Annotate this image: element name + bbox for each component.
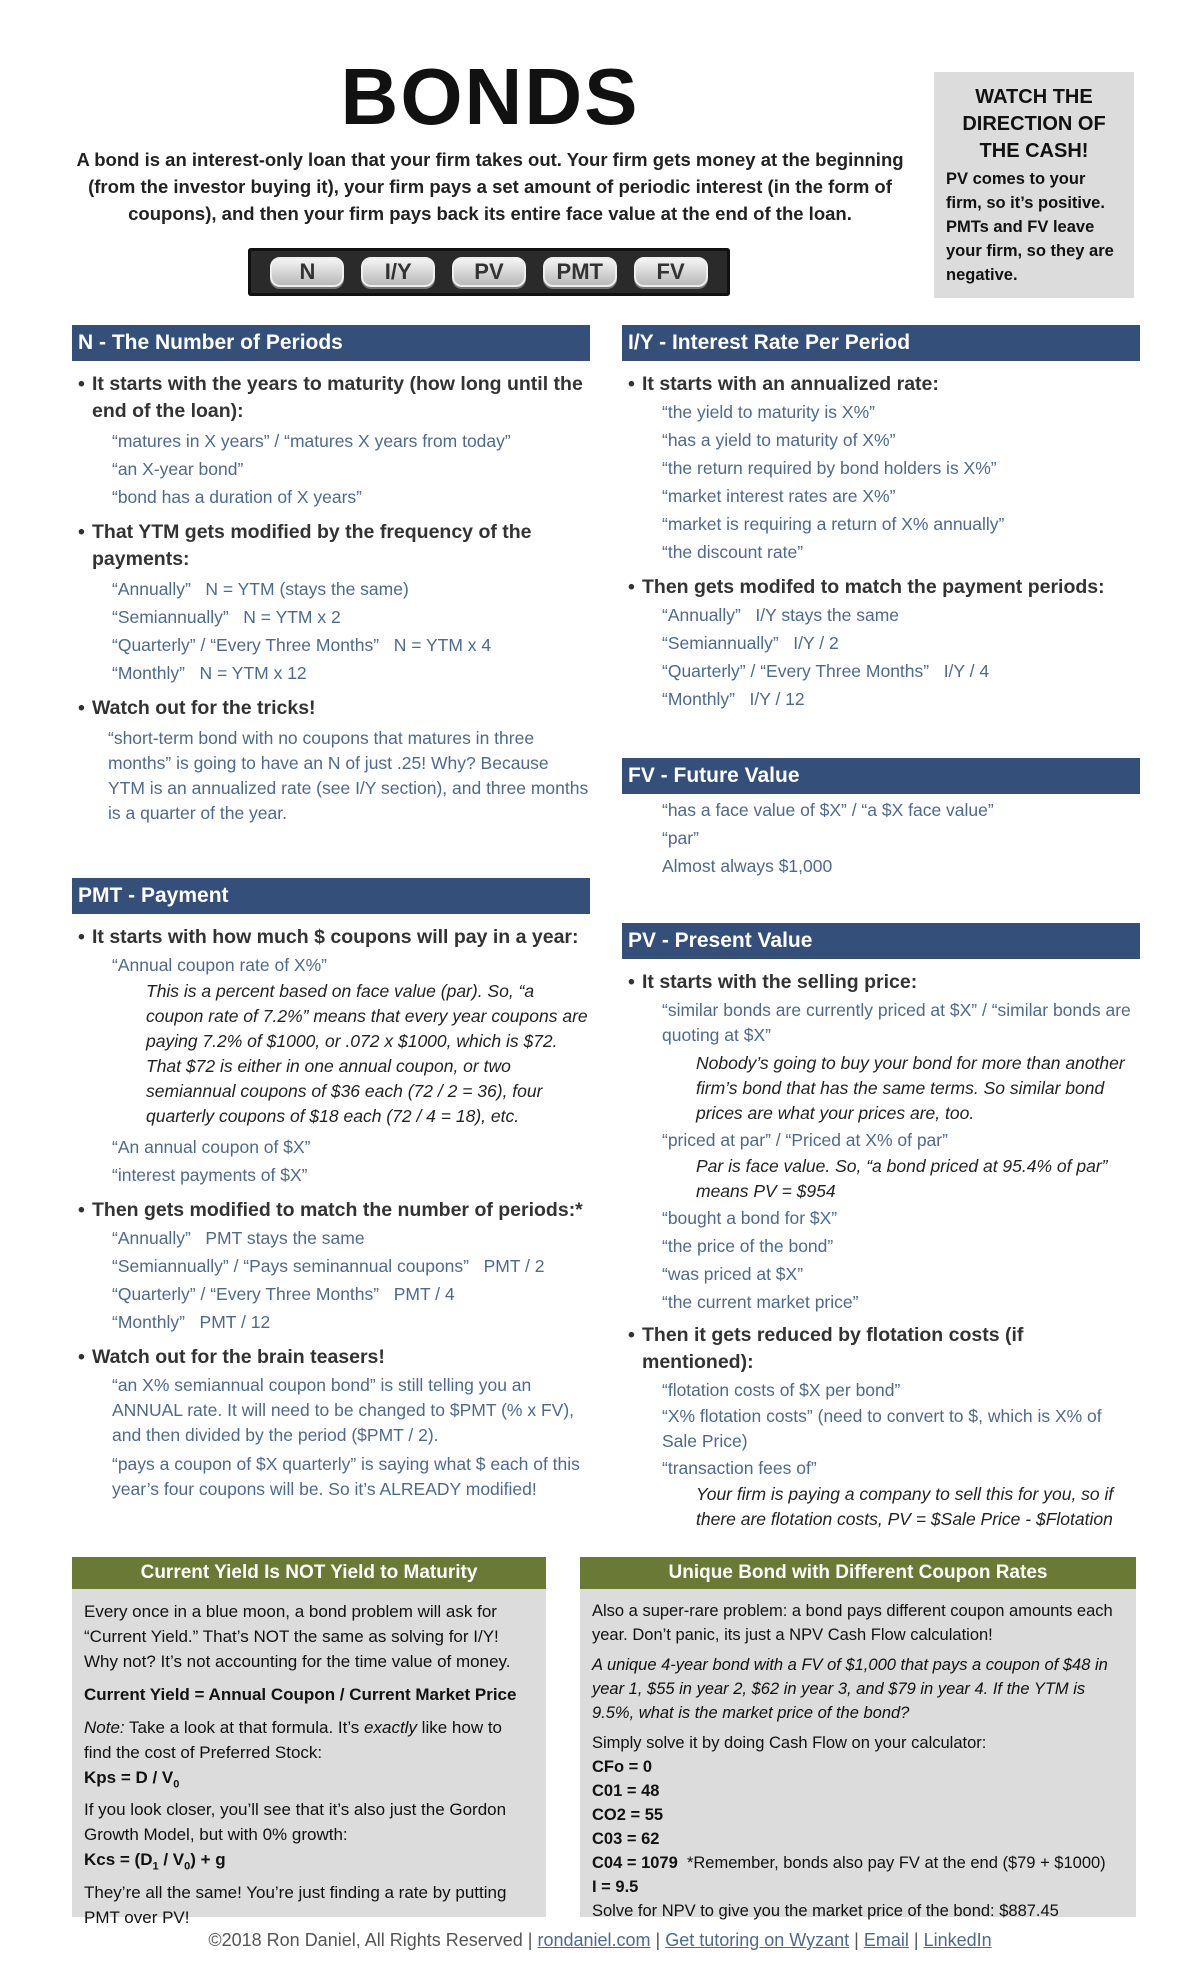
pv-f1: “flotation costs of $X per bond” (662, 1380, 901, 1400)
n-b1-item: “an X-year bond” (112, 459, 244, 479)
cf-line: C04 = 1079 *Remember, bonds also pay FV at the end ($79 + $1000) (592, 1854, 1106, 1872)
pv-q2: “priced at par” / “Priced at X% of par” (662, 1130, 948, 1150)
pmt-b1-item: “An annual coupon of $X” (112, 1137, 311, 1157)
fv-item: “par” (662, 828, 699, 848)
key-fv: FV (634, 257, 708, 287)
key-n: N (270, 257, 344, 287)
pmt-b2-item: “Quarterly” / “Every Three Months” PMT / 4 (112, 1284, 455, 1304)
key-pmt: PMT (543, 257, 617, 287)
cf-line: CO2 = 55 (592, 1806, 664, 1824)
n-b2-item: “Annually” N = YTM (stays the same) (112, 579, 409, 599)
iy-b2-item: “Monthly” I/Y / 12 (662, 689, 805, 709)
cy-paragraph: They’re all the same! You’re just finding a rate by putting PMT over PV! (84, 1882, 507, 1927)
pv-item: “was priced at $X” (662, 1264, 804, 1284)
watch-body: PV comes to your firm, so it’s positive. PMTs and FV leave your firm, so they are negative. (946, 170, 1114, 284)
link-email[interactable]: Email (863, 1930, 909, 1950)
n-b2-item: “Monthly” N = YTM x 12 (112, 663, 307, 683)
pmt-bullet-3: • Watch out for the brain teasers! (76, 1344, 590, 1371)
iy-b1-item: “market interest rates are X%” (662, 486, 896, 506)
cf-line: CFo = 0 (592, 1758, 653, 1776)
copyright: ©2018 Ron Daniel, All Rights Reserved (208, 1930, 523, 1950)
iy-section (622, 325, 1140, 713)
link-website[interactable]: rondaniel.com (537, 1930, 651, 1950)
intro-text: A bond is an interest-only loan that your firm takes out. Your firm gets money at the beginning (from the investor buying it), your firm pays a set amount of periodic interest (in the form of coupons), and then your firm pays back its entire face value at the end of the loan. (76, 149, 904, 224)
iy-b1-item: “the return required by bond holders is X%” (662, 458, 997, 478)
unique-bond-header: Unique Bond with Different Coupon Rates (580, 1557, 1136, 1589)
pv-item: “the price of the bond” (662, 1236, 834, 1256)
pmt-header: PMT - Payment (72, 878, 590, 914)
pmt-bullet-1: • It starts with how much $ coupons will pay in a year: (76, 924, 590, 951)
link-linkedin[interactable]: LinkedIn (923, 1930, 992, 1950)
cy-formula: Current Yield = Annual Coupon / Current Market Price (84, 1685, 517, 1704)
pv-note-2: Par is face value. So, “a bond priced at 95.4% of par” means PV = $954 (696, 1156, 1108, 1201)
pmt-b3-text: “pays a coupon of $X quarterly” is saying what $ each of this year’s four coupons will be. So it’s ALREADY modified! (112, 1454, 580, 1499)
iy-bullet-1: • It starts with an annualized rate: (626, 371, 1140, 398)
iy-header: I/Y - Interest Rate Per Period (622, 325, 1140, 361)
unique-bond-box (580, 1557, 1136, 1920)
ub-paragraph: Also a super-rare problem: a bond pays different coupon amounts each year. Don’t panic, its just a NPV Cash Flow calculation! (592, 1602, 1113, 1644)
ub-problem: A unique 4-year bond with a FV of $1,000 that pays a coupon of $48 in year 1, $55 in year 2, $62 in year 3, and $79 in year 4. If the YTM is 9.5%, what is the market price of the bond? (592, 1656, 1108, 1722)
kcs-formula: Kcs = $(D_1 / V_0) + g$ (84, 1850, 226, 1873)
calculator-keys (248, 248, 730, 296)
pmt-b2-item: “Semiannually” / “Pays seminannual coupons” PMT / 2 (112, 1256, 545, 1276)
iy-b2-item: “Semiannually” I/Y / 2 (662, 633, 839, 653)
ub-paragraph: Simply solve it by doing Cash Flow on your calculator: (592, 1734, 987, 1752)
key-iy: I/Y (361, 257, 435, 287)
link-wyzant[interactable]: Get tutoring on Wyzant (665, 1930, 850, 1950)
cf-line: C03 = 62 (592, 1830, 660, 1848)
cf-line: I = 9.5 (592, 1878, 639, 1896)
page-title: BONDS (340, 52, 640, 141)
n-b2-item: “Semiannually” N = YTM x 2 (112, 607, 341, 627)
pv-f2: “X% flotation costs” (need to convert to $, which is X% of Sale Price) (662, 1406, 1102, 1451)
iy-b2-item: “Quarterly” / “Every Three Months” I/Y / 4 (662, 661, 990, 681)
cy-note: Note: Take a look at that formula. It’s exactly like how to find the cost of Preferred Stock: (84, 1718, 502, 1762)
iy-b1-item: “the yield to maturity is X%” (662, 402, 875, 422)
pmt-b2-item: “Monthly” PMT / 12 (112, 1312, 271, 1332)
iy-b1-item: “has a yield to maturity of X%” (662, 430, 896, 450)
cy-paragraph: Every once in a blue moon, a bond problem will ask for “Current Yield.” That’s NOT the same as solving for I/Y! Why not? It’s not accounting for the time value of money. (84, 1602, 511, 1671)
pv-note-3: Your firm is paying a company to sell this for you, so if there are flotation costs, PV = $Sale Price - $Flotation (696, 1484, 1114, 1529)
watch-title: WATCH THE DIRECTION OF THE CASH! (962, 86, 1106, 162)
watch-cash-box (934, 72, 1134, 298)
ub-paragraph: Solve for NPV to give you the market price of the bond: $887.45 (592, 1902, 1059, 1920)
n-bullet-1: • It starts with the years to maturity (how long until the end of the loan): (76, 371, 590, 425)
pmt-note: This is a percent based on face value (par). So, “a coupon rate of 7.2%” means that every year coupons are paying 7.2% of $1000, or .072 x $1000, which is $72. That $72 is either in one annual coupon, or two semiannual coupons of $36 each (72 / 2 = 36), four quarterly coupons of $18 each (72 / 4 = 18), etc. (146, 981, 588, 1126)
n-b1-item: “bond has a duration of X years” (112, 487, 363, 507)
n-b3-text: “short-term bond with no coupons that matures in three months” is going to have an N of just .25! Why? Because YTM is an annualized rate (see I/Y section), and three months is a quarter of the year. (108, 728, 589, 823)
pmt-section (72, 878, 590, 1502)
pmt-b1-item: “interest payments of $X” (112, 1165, 308, 1185)
pmt-b1-q1: “Annual coupon rate of X%” (112, 955, 327, 975)
pmt-b2-item: “Annually” PMT stays the same (112, 1228, 365, 1248)
fv-section (622, 758, 1140, 880)
iy-bullet-2: • Then gets modifed to match the payment periods: (626, 574, 1140, 601)
cf-line: C01 = 48 (592, 1782, 660, 1800)
fv-header: FV - Future Value (622, 758, 1140, 794)
n-section (72, 325, 590, 826)
cy-paragraph: If you look closer, you’ll see that it’s also just the Gordon Growth Model, but with 0% growth: (84, 1800, 507, 1845)
iy-b2-item: “Annually” I/Y stays the same (662, 605, 900, 625)
n-b1-item: “matures in X years” / “matures X years from today” (112, 431, 511, 451)
iy-b1-item: “market is requiring a return of X% annually” (662, 514, 1005, 534)
pv-note-1: Nobody’s going to buy your bond for more than another firm’s bond that has the same terms. So similar bond prices are what your prices are, too. (696, 1053, 1125, 1123)
fv-item: Almost always $1,000 (662, 856, 833, 876)
n-header: N - The Number of Periods (72, 325, 590, 361)
key-pv: PV (452, 257, 526, 287)
current-yield-header: Current Yield Is NOT Yield to Maturity (72, 1557, 546, 1589)
pv-bullet-2: • Then it gets reduced by flotation costs (if mentioned): (626, 1322, 1140, 1376)
pmt-b3-text: “an X% semiannual coupon bond” is still telling you an ANNUAL rate. It will need to be changed to $PMT (% x FV), and then divided by the period ($PMT / 2). (112, 1375, 575, 1445)
pv-header: PV - Present Value (622, 923, 1140, 959)
iy-b1-item: “the discount rate” (662, 542, 804, 562)
n-bullet-3: • Watch out for the tricks! (76, 695, 590, 722)
n-b2-item: “Quarterly” / “Every Three Months” N = YTM x 4 (112, 635, 492, 655)
n-bullet-2: • That YTM gets modified by the frequency of the payments: (76, 519, 590, 573)
current-yield-box (72, 1557, 546, 1927)
pv-item: “the current market price” (662, 1292, 859, 1312)
kps-formula: Kps = D / $V_0$ (84, 1768, 180, 1791)
pmt-bullet-2: • Then gets modified to match the number of periods:* (76, 1197, 590, 1224)
pv-bullet-1: • It starts with the selling price: (626, 969, 1140, 996)
pv-section (622, 923, 1140, 1532)
pv-f3: “transaction fees of” (662, 1458, 817, 1478)
pv-item: “bought a bond for $X” (662, 1208, 838, 1228)
pv-q1: “similar bonds are currently priced at $X” / “similar bonds are quoting at $X” (662, 1000, 1131, 1045)
fv-item: “has a face value of $X” / “a $X face value” (662, 800, 994, 820)
footer: ©2018 Ron Daniel, All Rights Reserved | rondaniel.com | Get tutoring on Wyzant | Email | LinkedIn (208, 1930, 992, 1950)
